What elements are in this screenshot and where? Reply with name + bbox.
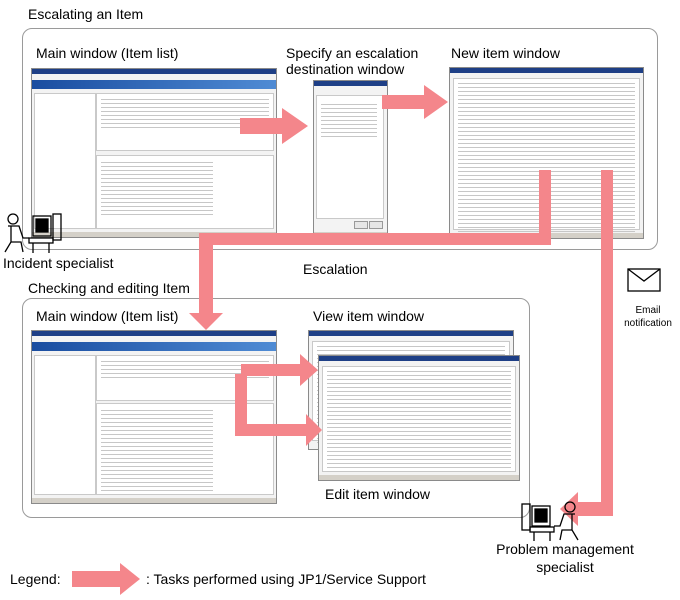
caption-edit-item: Edit item window xyxy=(325,486,431,502)
section-title-checking: Checking and editing Item xyxy=(28,280,190,296)
arrow-escalation-to-new-item xyxy=(382,85,448,119)
problem-specialist-label xyxy=(490,540,640,576)
envelope-icon xyxy=(627,268,661,292)
arrow-main-to-view-item xyxy=(241,354,318,386)
caption-main-window-1: Main window (Item list) xyxy=(36,45,179,61)
legend-label: Legend: xyxy=(10,571,61,587)
problem-specialist-icon xyxy=(520,500,580,542)
problem-specialist-text: Problem management specialist xyxy=(496,541,634,576)
arrow-email-notification xyxy=(560,170,613,526)
caption-new-item: New item window xyxy=(451,45,560,61)
caption-view-item: View item window xyxy=(313,308,425,324)
arrow-new-item-to-main-window-2 xyxy=(189,170,551,330)
incident-specialist-icon xyxy=(3,212,63,254)
legend-description: : Tasks performed using JP1/Service Support xyxy=(146,571,426,587)
section-title-escalating: Escalating an Item xyxy=(28,6,144,22)
arrow-main-to-edit-item xyxy=(235,374,322,446)
arrow-main-to-escalation xyxy=(240,108,308,144)
caption-main-window-2: Main window (Item list) xyxy=(36,308,179,324)
caption-escalation-destination-text: Specify an escalation destination window xyxy=(286,45,419,78)
incident-specialist-label: Incident specialist xyxy=(3,255,114,271)
email-notification-label xyxy=(620,305,676,330)
escalation-label: Escalation xyxy=(303,261,368,277)
email-notification-text: Email notification xyxy=(624,305,672,329)
legend-arrow xyxy=(72,563,140,595)
